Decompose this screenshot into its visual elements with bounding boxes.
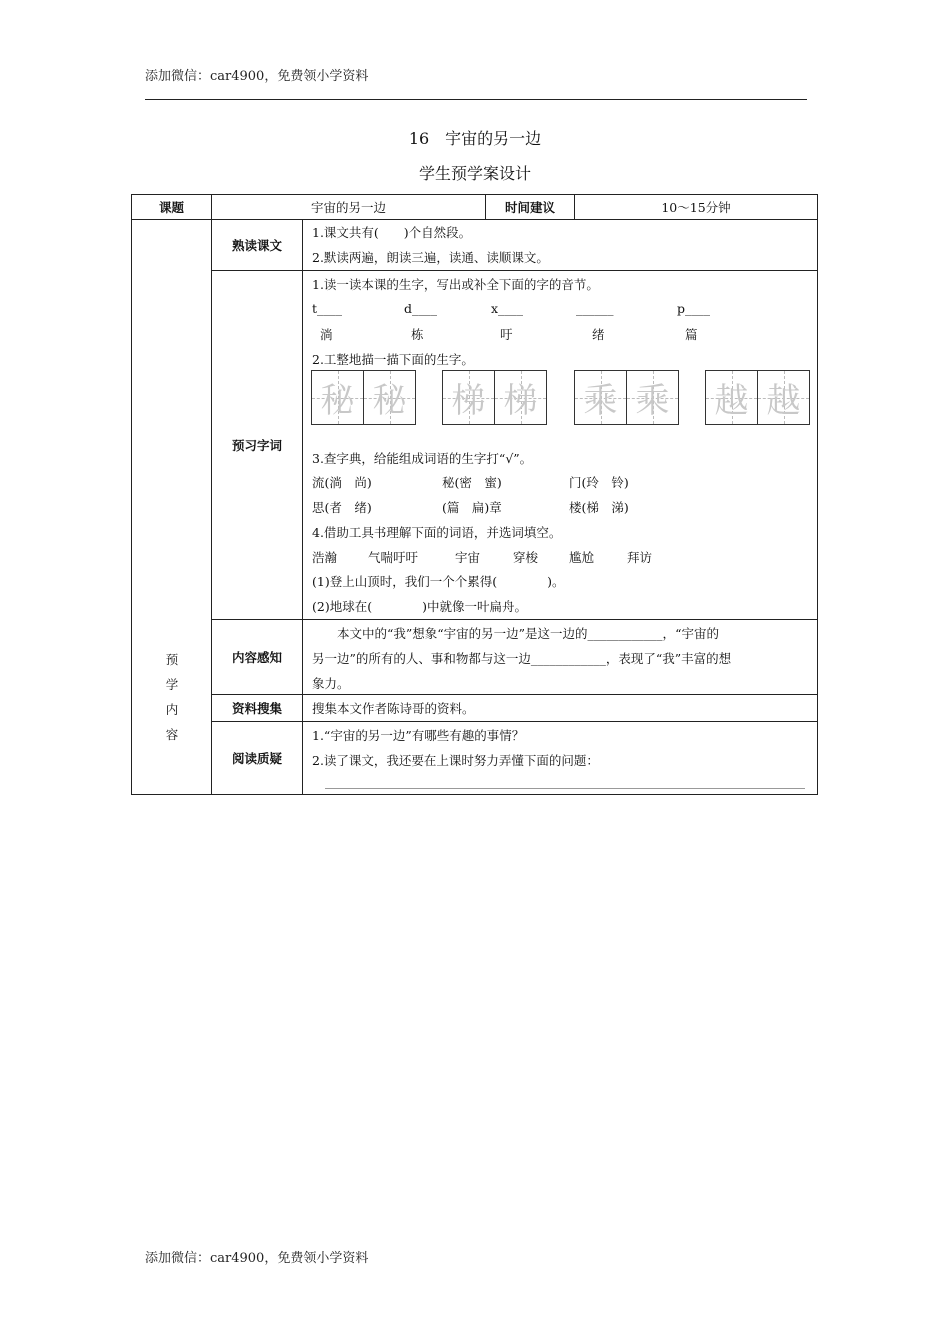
question-line-1: 1.“宇宙的另一边”有哪些有趣的事情？ [312, 728, 525, 743]
vocab-q3: 3.查字典，给能组成词语的生字打“√”。 [312, 451, 533, 466]
vocab-q4: 4.借助工具书理解下面的词语，并选词填空。 [312, 525, 562, 540]
dict-item: 流(淌 尚) [312, 475, 372, 490]
word-option: 穿梭 [513, 550, 539, 565]
word-option: 气喘吁吁 [368, 550, 419, 565]
dict-item: (篇 扁)章 [442, 500, 502, 515]
trace-box: 梯 [443, 371, 494, 424]
trace-box: 越 [757, 371, 809, 424]
trace-box: 秘 [312, 371, 363, 424]
label-comprehension: 内容感知 [231, 650, 282, 665]
trace-box: 越 [706, 371, 757, 424]
comprehension-line: 另一边”的所有的人、事和物都与这一边____________，表现了“我”丰富的想 [312, 651, 732, 666]
dict-item: 门(玲 铃) [569, 475, 629, 490]
vocab-q1: 1.读一读本课的生字，写出或补全下面的字的音节。 [312, 277, 599, 292]
reading-line-1: 1.课文共有( )个自然段。 [312, 225, 472, 240]
word-option: 宇宙 [455, 550, 481, 565]
preview-table [131, 194, 818, 795]
word-option: 尴尬 [569, 550, 595, 565]
research-line: 搜集本文作者陈诗哥的资料。 [312, 701, 475, 716]
side-label [132, 647, 212, 747]
label-topic: 课题 [158, 200, 184, 215]
topic-value: 宇宙的另一边 [310, 200, 386, 215]
dict-item: 秘(密 蜜) [442, 475, 502, 490]
pinyin-blank: t____ [312, 301, 343, 316]
answer-line [325, 788, 805, 789]
pinyin-blank: x____ [491, 301, 524, 316]
pinyin-char: 吁 [500, 327, 513, 342]
time-value: 10～15分钟 [661, 200, 731, 215]
label-time: 时间建议 [504, 200, 555, 215]
comprehension-line: 象力。 [312, 676, 350, 691]
trace-grid [705, 370, 810, 425]
side-char: 学 [165, 677, 179, 692]
trace-box: 梯 [494, 371, 546, 424]
pinyin-char: 淌 [320, 327, 333, 342]
trace-grid [442, 370, 547, 425]
header-rule [145, 99, 807, 100]
vocab-q2: 2.工整地描一描下面的生字。 [312, 352, 474, 367]
trace-box: 乘 [575, 371, 626, 424]
trace-grid [311, 370, 416, 425]
pinyin-char: 栋 [411, 327, 424, 342]
side-char: 容 [165, 727, 179, 742]
pinyin-blank: p____ [677, 301, 711, 316]
trace-box: 乘 [626, 371, 678, 424]
dict-item: 楼(梯 涕) [569, 500, 629, 515]
col-divider [302, 219, 303, 794]
word-option: 浩瀚 [312, 550, 338, 565]
label-reading: 熟读课文 [231, 238, 282, 253]
fill-blank-2: (2)地球在( )中就像一叶扁舟。 [312, 599, 527, 614]
worksheet-title: 学生预学案设计 [418, 164, 531, 183]
pinyin-char: 篇 [685, 327, 698, 342]
trace-grid [574, 370, 679, 425]
page-header: 添加微信：car4900，免费领小学资料 [145, 69, 369, 84]
pinyin-char: 绪 [592, 327, 605, 342]
side-char: 预 [165, 652, 179, 667]
word-option: 拜访 [627, 550, 653, 565]
side-char: 内 [165, 702, 179, 717]
comprehension-line: 本文中的“我”想象“宇宙的另一边”是这一边的____________，“宇宙的 [312, 626, 719, 641]
question-line-2: 2.读了课文，我还要在上课时努力弄懂下面的问题： [312, 753, 599, 768]
pinyin-blank: d____ [404, 301, 438, 316]
pinyin-blank: ______ [576, 301, 614, 316]
fill-blank-1: (1)登上山顶时，我们一个个累得( )。 [312, 574, 565, 589]
dict-item: 思(者 绪) [312, 500, 372, 515]
page-footer: 添加微信：car4900，免费领小学资料 [145, 1251, 369, 1266]
label-research: 资料搜集 [231, 701, 282, 716]
lesson-title: 16 宇宙的另一边 [408, 129, 542, 148]
reading-line-2: 2.默读两遍，朗读三遍，读通、读顺课文。 [312, 250, 549, 265]
label-vocab: 预习字词 [231, 438, 282, 453]
label-questions: 阅读质疑 [231, 751, 282, 766]
trace-box: 秘 [363, 371, 415, 424]
